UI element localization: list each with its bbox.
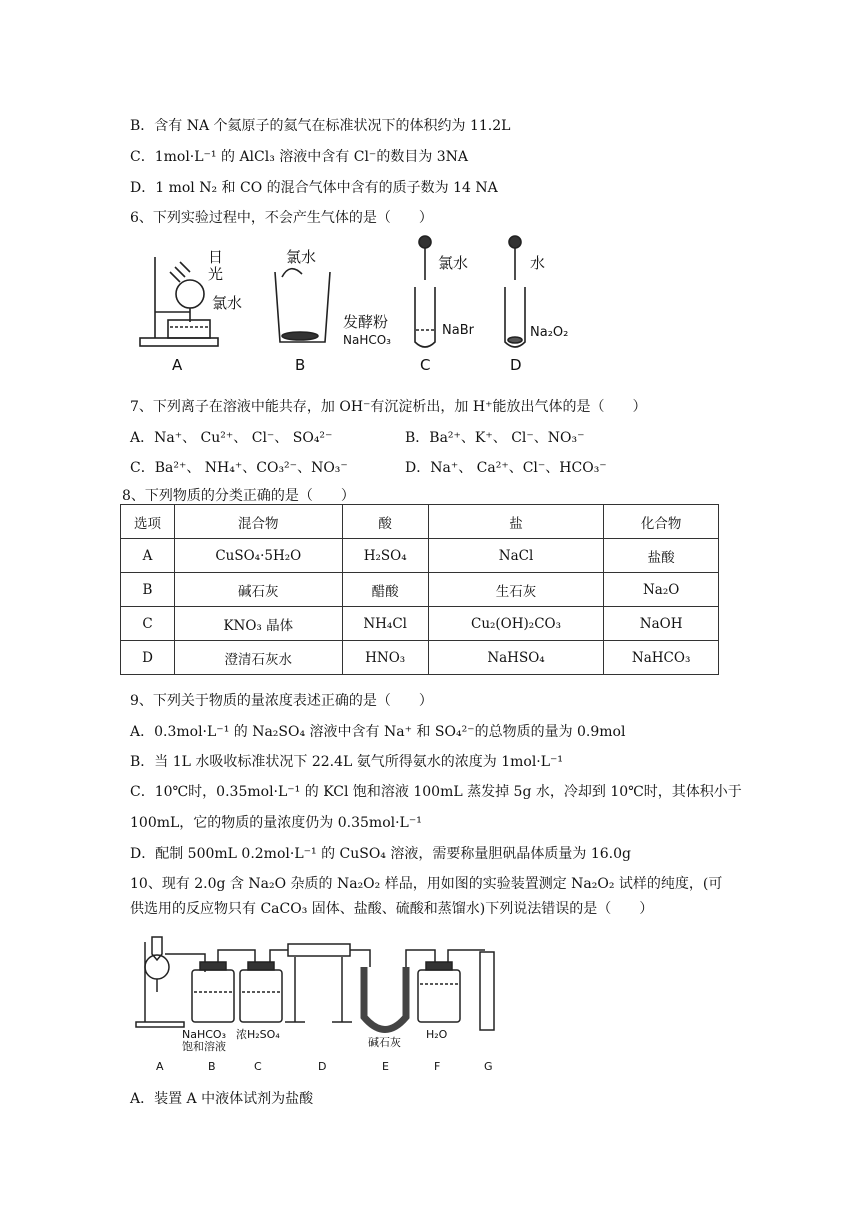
table-cell: NaHSO₄ bbox=[428, 641, 604, 675]
funnel-a bbox=[152, 937, 162, 960]
fig10-label-e: E bbox=[382, 1060, 389, 1073]
option-9d: D．配制 500mL 0.2mol·L⁻¹ 的 CuSO₄ 溶液，需要称量胆矾晶体质量为 16.0g bbox=[130, 846, 631, 862]
question-10-line1: 10、现有 2.0g 含 Na₂O 杂质的 Na₂O₂ 样品，用如图的实验装置测定 Na₂O₂ 试样的纯度，(可 bbox=[130, 876, 723, 892]
question-10-line2: 供选用的反应物只有 CaCO₃ 固体、盐酸、硫酸和蒸馏水)下列说法错误的是（ ） bbox=[130, 901, 654, 917]
chlorine-water-label-b: 氯水 bbox=[286, 248, 317, 266]
table-cell: 碱石灰 bbox=[175, 573, 343, 607]
fig10-label-b: B bbox=[208, 1060, 216, 1073]
sun-label: 日 bbox=[208, 248, 224, 266]
fig10-label-f: F bbox=[434, 1060, 441, 1073]
table-cell: B bbox=[121, 573, 175, 607]
flask-a bbox=[176, 280, 204, 308]
table-row bbox=[121, 607, 719, 641]
stand-base-a bbox=[136, 1022, 184, 1027]
table-cell: 澄清石灰水 bbox=[175, 641, 343, 675]
option-5c: C．1mol·L⁻¹ 的 AlCl₃ 溶液中含有 Cl⁻的数目为 3NA bbox=[130, 149, 469, 165]
option-9c-line1: C．10℃时，0.35mol·L⁻¹ 的 KCl 饱和溶液 100mL 蒸发掉 5g 水，冷却到 10℃时，其体积小于 bbox=[130, 784, 742, 800]
bottle-f bbox=[418, 970, 460, 1022]
option-5d: D．1 mol N₂ 和 CO 的混合气体中含有的质子数为 14 NA bbox=[130, 180, 498, 196]
table-cell: CuSO₄·5H₂O bbox=[175, 539, 343, 573]
table-cell: Cu₂(OH)₂CO₃ bbox=[428, 607, 604, 641]
flask-a bbox=[145, 955, 169, 979]
water-label-d: 水 bbox=[530, 254, 546, 272]
u-tube-e bbox=[364, 967, 406, 1030]
table-cell: A bbox=[121, 539, 175, 573]
option-9b: B．当 1L 水吸收标准状况下 22.4L 氨气所得氨水的浓度为 1mol·L⁻¹ bbox=[130, 754, 564, 770]
table-cell: 生石灰 bbox=[428, 573, 604, 607]
table-header-row bbox=[121, 505, 719, 539]
c-reagent-label: 浓H₂SO₄ bbox=[236, 1028, 280, 1041]
option-7d: D．Na⁺、 Ca²⁺、Cl⁻、HCO₃⁻ bbox=[405, 460, 607, 476]
table-cell: KNO₃ 晶体 bbox=[175, 607, 343, 641]
table-cell: C bbox=[121, 607, 175, 641]
option-10a: A．装置 A 中液体试剂为盐酸 bbox=[130, 1091, 314, 1107]
option-9c-line2: 100mL，它的物质的量浓度仍为 0.35mol·L⁻¹ bbox=[130, 815, 422, 831]
option-5b: B．含有 NA 个氦原子的氦气在标准状况下的体积约为 11.2L bbox=[130, 118, 511, 134]
bottle-b bbox=[192, 970, 234, 1022]
option-7a: A．Na⁺、 Cu²⁺、 Cl⁻、 SO₄²⁻ bbox=[130, 430, 333, 446]
table-row bbox=[121, 573, 719, 607]
table-header: 盐 bbox=[428, 505, 604, 539]
reaction-tube-d bbox=[288, 944, 350, 956]
chlorine-water-label-c: 氯水 bbox=[438, 254, 469, 272]
option-9a: A．0.3mol·L⁻¹ 的 Na₂SO₄ 溶液中含有 Na⁺ 和 SO₄²⁻的总物质的量为 0.9mol bbox=[130, 724, 626, 740]
table-cell: NaCl bbox=[428, 539, 604, 573]
fig10-label-g: G bbox=[484, 1060, 493, 1073]
b-reagent-label-2: 饱和溶液 bbox=[182, 1040, 226, 1053]
b-reagent-label-1: NaHCO₃ bbox=[182, 1028, 226, 1041]
nabr-label: NaBr bbox=[442, 323, 474, 338]
chlorine-water-label-a: 氯水 bbox=[212, 294, 243, 312]
table-cell: NaOH bbox=[604, 607, 719, 641]
table-cell: D bbox=[121, 641, 175, 675]
table-header: 混合物 bbox=[175, 505, 343, 539]
fig6-label-b: B bbox=[295, 356, 306, 374]
table-header: 选项 bbox=[121, 505, 175, 539]
test-tube-c bbox=[415, 287, 435, 347]
light-label: 光 bbox=[208, 265, 224, 283]
q6-apparatus-figure bbox=[130, 232, 600, 378]
option-7c: C．Ba²⁺、 NH₄⁺、CO₃²⁻、NO₃⁻ bbox=[130, 460, 348, 476]
question-8: 8、下列物质的分类正确的是（ ） bbox=[122, 488, 355, 504]
bottle-c bbox=[240, 970, 282, 1022]
dropper-bulb-c bbox=[419, 236, 431, 248]
fig10-label-d: D bbox=[318, 1060, 327, 1073]
f-reagent-label: H₂O bbox=[426, 1028, 448, 1041]
table-row bbox=[121, 641, 719, 675]
table-cell: NaHCO₃ bbox=[604, 641, 719, 675]
powder-b bbox=[282, 332, 318, 340]
fig6-label-c: C bbox=[420, 356, 431, 374]
classification-table bbox=[120, 504, 719, 675]
fig10-label-a: A bbox=[156, 1060, 164, 1073]
table-cell: Na₂O bbox=[604, 573, 719, 607]
table-header: 酸 bbox=[342, 505, 428, 539]
stand-base-a bbox=[140, 338, 218, 346]
fig6-label-a: A bbox=[172, 356, 183, 374]
table-cell: 盐酸 bbox=[604, 539, 719, 573]
option-7b: B．Ba²⁺、K⁺、 Cl⁻、NO₃⁻ bbox=[405, 430, 585, 446]
table-cell: HNO₃ bbox=[342, 641, 428, 675]
nahco3-label: NaHCO₃ bbox=[343, 333, 391, 347]
trough-a bbox=[168, 320, 210, 338]
e-reagent-label: 碱石灰 bbox=[368, 1036, 401, 1049]
table-cell: NH₄Cl bbox=[342, 607, 428, 641]
ferment-label: 发酵粉 bbox=[343, 313, 389, 331]
graduated-cylinder-g bbox=[480, 952, 494, 1030]
table-row bbox=[121, 539, 719, 573]
dropper-bulb-d bbox=[509, 236, 521, 248]
na2o2-label: Na₂O₂ bbox=[530, 325, 569, 340]
table-cell: 醋酸 bbox=[342, 573, 428, 607]
question-6: 6、下列实验过程中，不会产生气体的是（ ） bbox=[130, 210, 433, 226]
fig6-label-d: D bbox=[510, 356, 522, 374]
question-7: 7、下列离子在溶液中能共存，加 OH⁻有沉淀析出，加 H⁺能放出气体的是（ ） bbox=[130, 399, 647, 415]
fig10-label-c: C bbox=[254, 1060, 262, 1073]
q10-apparatus-figure bbox=[130, 922, 510, 1078]
table-cell: H₂SO₄ bbox=[342, 539, 428, 573]
table-header: 化合物 bbox=[604, 505, 719, 539]
arrow-b bbox=[282, 269, 302, 277]
question-9: 9、下列关于物质的量浓度表述正确的是（ ） bbox=[130, 693, 433, 709]
